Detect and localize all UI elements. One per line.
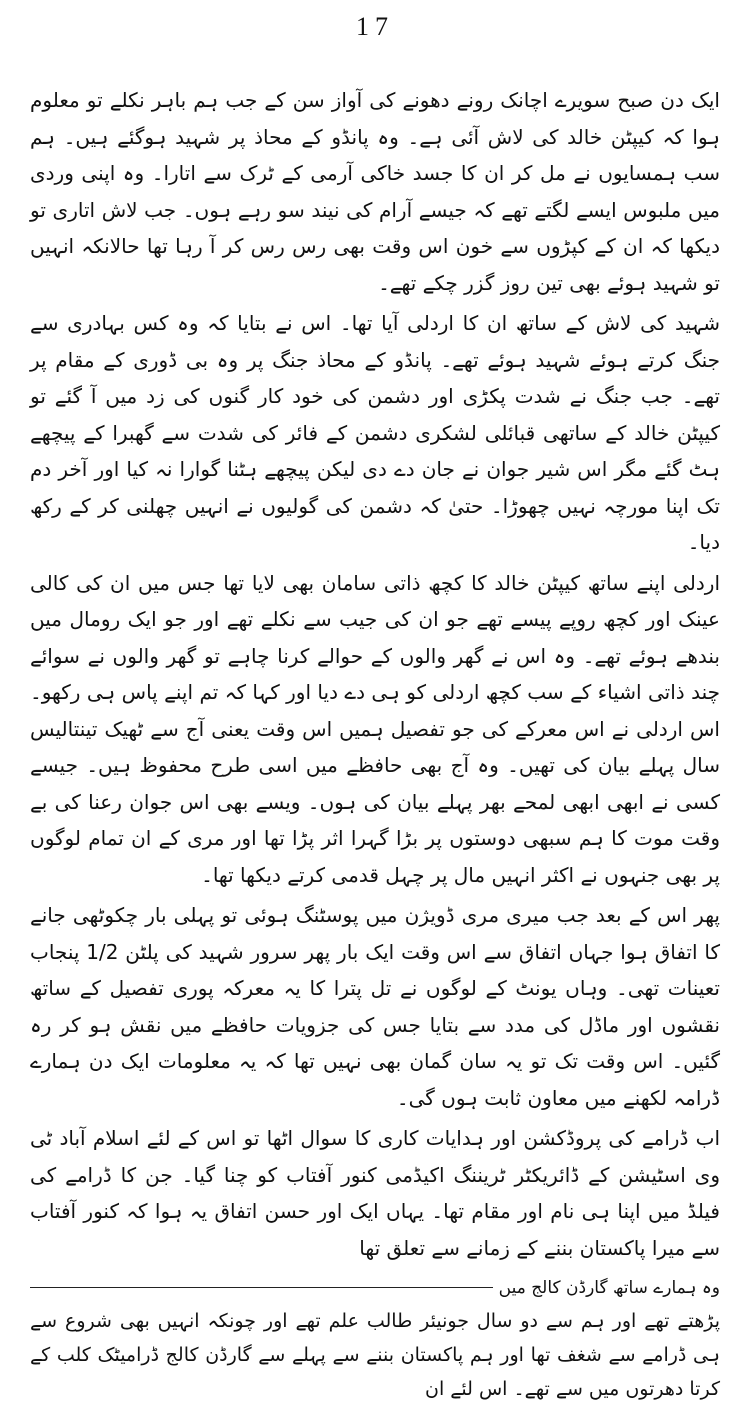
paragraph-4: پھر اس کے بعد جب میری مری ڈویژن میں پوسٹنگ ہوئی تو پہلی بار چکوٹھی جانے کا اتفاق ہوا جہاں اتفاق سے اس وقت ایک بار پھر سرور شہید کی پلٹن 1/2 پنجاب تعینات تھی۔ وہاں یونٹ کے لوگوں نے تل پترا کا یہ معرکہ پوری تفصیل کے ساتھ نقشوں اور ماڈل کی مدد سے بتایا جس کی جزویات حافظے میں نقش ہو کر رہ گئیں۔ اس وقت تک تو یہ سان گمان بھی نہیں تھا کہ یہ معلومات ایک دن ہمارے ڈرامہ لکھنے میں معاون ثابت ہوں گی۔ [30, 903, 721, 1110]
page-number: 17 [356, 12, 394, 41]
footnote-text: پڑھتے تھے اور ہم سے دو سال جونیئر طالب علم تھے اور چونکہ انہیں بھی شروع سے ہی ڈرامے سے شغف تھا اور ہم پاکستان بننے سے پہلے سے گارڈن کالج ڈرامیٹک کلب کے کرتا دھرتوں میں سے تھے۔ اس لئے ان [30, 1310, 720, 1400]
body-text [30, 82, 720, 1406]
footnote-rule-line [30, 1287, 493, 1288]
footnote-divider [30, 1274, 720, 1300]
footnote-lead-in: وہ ہمارے ساتھ گارڈن کالج میں [498, 1277, 720, 1298]
paragraph-1: ایک دن صبح سویرے اچانک رونے دھونے کی آواز سن کے جب ہم باہر نکلے تو معلوم ہوا کہ کیپٹن خالد کی لاش آئی ہے۔ وہ پانڈو کے محاذ پر شہید ہوگئے ہیں۔ ہم سب ہمسایوں نے مل کر ان کا جسد خاکی آرمی کے ٹرک سے اتارا۔ وہ اپنی وردی میں ملبوس ایسے لگتے تھے کہ جیسے آرام کی نیند سو رہے ہوں۔ جب لاش اتاری تو دیکھا کہ ان کے کپڑوں سے خون اس وقت بھی رس رس کر آ رہا تھا حالانکہ انہیں تو شہید ہوئے بھی تین روز گزر چکے تھے۔ [30, 88, 720, 295]
paragraph-3: اردلی اپنے ساتھ کیپٹن خالد کا کچھ ذاتی سامان بھی لایا تھا جس میں ان کی کالی عینک اور کچھ روپے پیسے تھے جو ان کی جیب سے نکلے تھے اور جو ایک رومال میں بندھے ہوئے تھے۔ وہ اس نے گھر والوں کے حوالے کرنا چاہے تو گھر والوں نے سوائے چند ذاتی اشیاء کے سب کچھ اردلی کو ہی دے دیا اور کہا کہ تم اپنے پاس ہی رکھو۔ اس اردلی نے اس معرکے کی جو تفصیل ہمیں اس وقت یعنی آج سے ٹھیک تینتالیس سال پہلے بیان کی تھیں۔ وہ آج بھی حافظے میں اسی طرح محفوظ ہیں۔ جیسے کسی نے ابھی ابھی لمحے بھر پہلے بیان کی ہوں۔ ویسے بھی اس جوان رعنا کی بے وقت موت کا ہم سبھی دوستوں پر بڑا گہرا اثر پڑا تھا اور مری کے ان تمام لوگوں پر بھی جنہوں نے اکثر انہیں مال پر چہل قدمی کرتے دیکھا تھا۔ [30, 570, 720, 887]
paragraph-2: شہید کی لاش کے ساتھ ان کا اردلی آیا تھا۔ اس نے بتایا کہ وہ کس بہادری سے جنگ کرتے ہوئے شہید ہوئے تھے۔ پانڈو کے محاذ جنگ پر وہ بی ڈوری کے مقام پر تھے۔ جب جنگ نے شدت پکڑی اور دشمن کی خود کار گنوں کی زد میں آ گئے تو کیپٹن خالد کے ساتھی قبائلی لشکری دشمن کے فائر کی شدت سے گھبرا کے پیچھے ہٹ گئے مگر اس شیر جوان نے جان دے دی لیکن پیچھے ہٹنا گوارا نہ کیا اور آخر دم تک اپنا مورچہ نہیں چھوڑا۔ حتیٰ کہ دشمن کی گولیوں نے انہیں چھلنی کر کے رکھ دیا۔ [30, 311, 720, 554]
paragraph-5: اب ڈرامے کی پروڈکشن اور ہدایات کاری کا سوال اٹھا تو اس کے لئے اسلام آباد ٹی وی اسٹیشن کے ڈائریکٹر ٹریننگ اکیڈمی کنور آفتاب کو چنا گیا۔ جن کا ڈرامے کی فیلڈ میں اپنا ہی نام اور مقام تھا۔ یہاں ایک اور حسن اتفاق یہ ہوا کہ کنور آفتاب سے میرا پاکستان بننے کے زمانے سے تعلق تھا [30, 1126, 720, 1260]
